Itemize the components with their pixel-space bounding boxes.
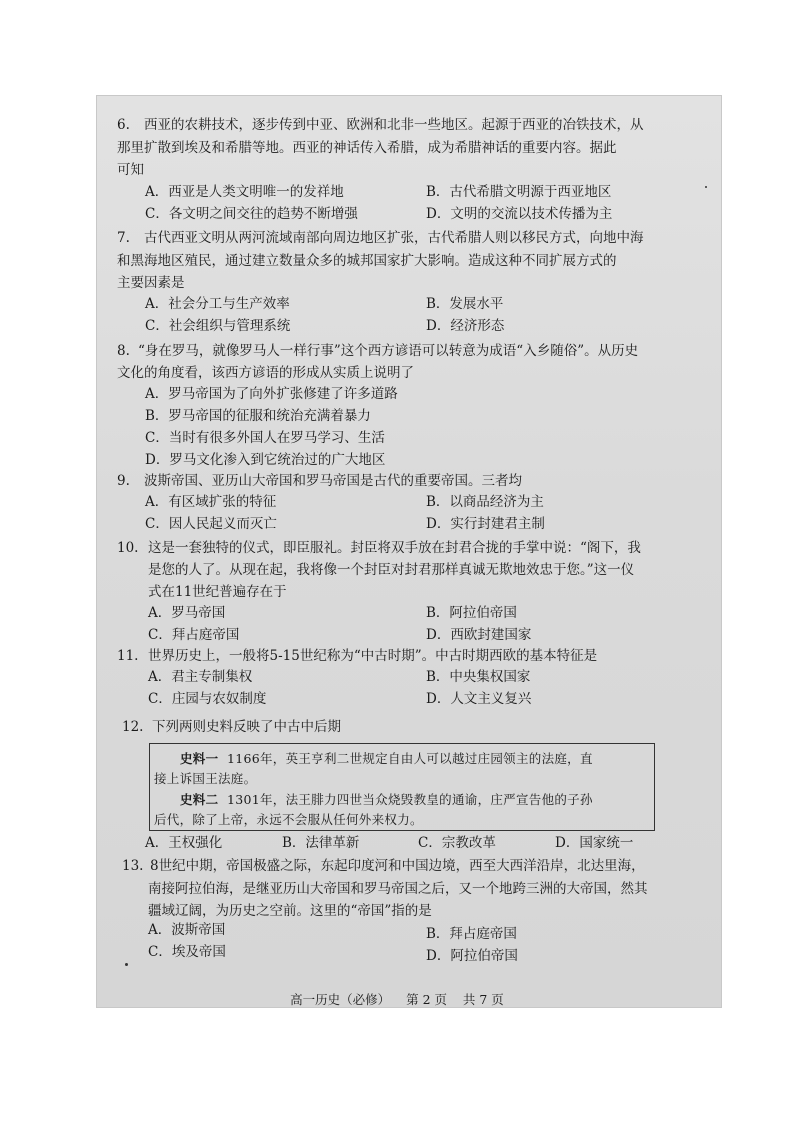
question-stem-line: 波斯帝国、亚历山大帝国和罗马帝国是古代的重要帝国。三者均	[144, 473, 522, 489]
option-b: B．拜占庭帝国	[426, 926, 517, 942]
question-stem-line: 式在11世纪普遍存在于	[148, 584, 287, 600]
option-a: A．社会分工与生产效率	[145, 296, 290, 312]
option-b: B．罗马帝国的征服和统治充满着暴力	[145, 408, 371, 424]
question-stem-line: 南接阿拉伯海，是继亚历山大帝国和罗马帝国之后，又一个地跨三洲的大帝国，然其	[148, 881, 648, 897]
question-number: 12.	[122, 719, 144, 735]
option-c: C．各文明之间交往的趋势不断增强	[145, 206, 358, 222]
source-text: 1301年，法王腓力四世当众烧毁教皇的通谕，庄严宣告他的子孙	[226, 792, 593, 807]
footer-subject: 高一历史（必修）	[290, 992, 391, 1007]
option-a: A．罗马帝国	[148, 605, 226, 621]
option-b: B．古代希腊文明源于西亚地区	[426, 184, 612, 200]
question-stem-line: 下列两则史料反映了中古中后期	[152, 719, 341, 735]
question-number: 9.	[117, 473, 130, 489]
question-stem-line: 8世纪中期，帝国极盛之际，东起印度河和中国边境，西至大西洋沿岸，北达里海，	[150, 858, 645, 874]
option-a: A．有区域扩张的特征	[145, 494, 277, 510]
option-a: A．罗马帝国为了向外扩张修建了许多道路	[145, 386, 398, 402]
option-d: D．实行封建君主制	[426, 516, 545, 532]
question-stem-line: 这是一套独特的仪式，即臣服礼。封臣将双手放在封君合拢的手掌中说：“阁下，我	[148, 540, 641, 556]
option-a: A．君主专制集权	[148, 669, 253, 685]
option-d: D．人文主义复兴	[426, 691, 532, 707]
question-stem-line: 文化的角度看，该西方谚语的形成从实质上说明了	[117, 365, 414, 381]
source-label: 史料二	[180, 792, 219, 807]
option-b: B．发展水平	[426, 296, 504, 312]
option-c: C．社会组织与管理系统	[145, 318, 291, 334]
option-c: C．当时有很多外国人在罗马学习、生活	[145, 430, 385, 446]
option-b: B．中央集权国家	[426, 669, 531, 685]
question-number: 6.	[117, 117, 130, 133]
question-stem-line: 可知	[117, 162, 144, 178]
option-d: D．西欧封建国家	[426, 627, 532, 643]
question-number: 10.	[117, 540, 139, 556]
question-stem-line: 是您的人了。从现在起，我将像一个封臣对封君那样真诚无欺地效忠于您。”这一仪	[148, 562, 635, 578]
source-2-line-1	[180, 789, 593, 811]
scan-speck	[705, 186, 707, 188]
question-number: 7.	[117, 230, 130, 246]
question-stem-line: 西亚的农耕技术，逐步传到中亚、欧洲和北非一些地区。起源于西亚的冶铁技术，从	[144, 117, 644, 133]
option-c: C．埃及帝国	[148, 944, 226, 960]
question-stem-line: 世界历史上，一般将5-15世纪称为“中古时期”。中古时期西欧的基本特征是	[148, 648, 598, 664]
option-a: A．西亚是人类文明唯一的发祥地	[145, 184, 344, 200]
option-c: C．庄园与农奴制度	[148, 691, 267, 707]
question-number: 13.	[122, 858, 144, 874]
question-stem-line: 疆域辽阔，为历史之空前。这里的“帝国”指的是	[148, 903, 432, 919]
option-b: B．以商品经济为主	[426, 494, 544, 510]
option-d: D．阿拉伯帝国	[426, 948, 518, 964]
option-d: D．经济形态	[426, 318, 505, 334]
footer-page-number: 第 2 页	[406, 992, 447, 1007]
page-footer	[0, 990, 794, 1008]
option-c: C．拜占庭帝国	[148, 627, 240, 643]
source-1-line-2: 接上诉国王法庭。	[154, 771, 257, 786]
option-d: D．罗马文化渗入到它统治过的广大地区	[145, 452, 386, 468]
question-number: 8.	[117, 343, 130, 359]
scan-speck	[125, 963, 128, 966]
option-d: D．国家统一	[555, 835, 634, 851]
option-a: A．王权强化	[145, 835, 223, 851]
question-stem-line: 古代西亚文明从两河流域南部向周边地区扩张，古代希腊人则以移民方式，向地中海	[144, 230, 644, 246]
option-d: D．文明的交流以技术传播为主	[426, 206, 613, 222]
question-number: 11.	[117, 648, 139, 664]
question-stem-line: 那里扩散到埃及和希腊等地。西亚的神话传入希腊，成为希腊神话的重要内容。据此	[117, 140, 617, 156]
question-stem-line: 和黑海地区殖民，通过建立数量众多的城邦国家扩大影响。造成这种不同扩展方式的	[117, 253, 617, 269]
question-stem-line: “身在罗马，就像罗马人一样行事”这个西方谚语可以转意为成语“入乡随俗”。从历史	[138, 343, 639, 359]
footer-total-pages: 共 7 页	[462, 992, 504, 1007]
source-label: 史料一	[180, 751, 219, 766]
source-text: 1166年，英王亨利二世规定自由人可以越过庄园领主的法庭，直	[226, 751, 593, 766]
option-b: B．阿拉伯帝国	[426, 605, 517, 621]
option-c: C．宗教改革	[418, 835, 496, 851]
option-a: A．波斯帝国	[148, 922, 226, 938]
source-2-line-2: 后代，除了上帝，永远不会服从任何外来权力。	[154, 812, 423, 827]
option-c: C．因人民起义而灭亡	[145, 516, 277, 532]
option-b: B．法律革新	[282, 835, 360, 851]
source-1-line-1	[180, 748, 593, 770]
question-stem-line: 主要因素是	[117, 275, 185, 291]
